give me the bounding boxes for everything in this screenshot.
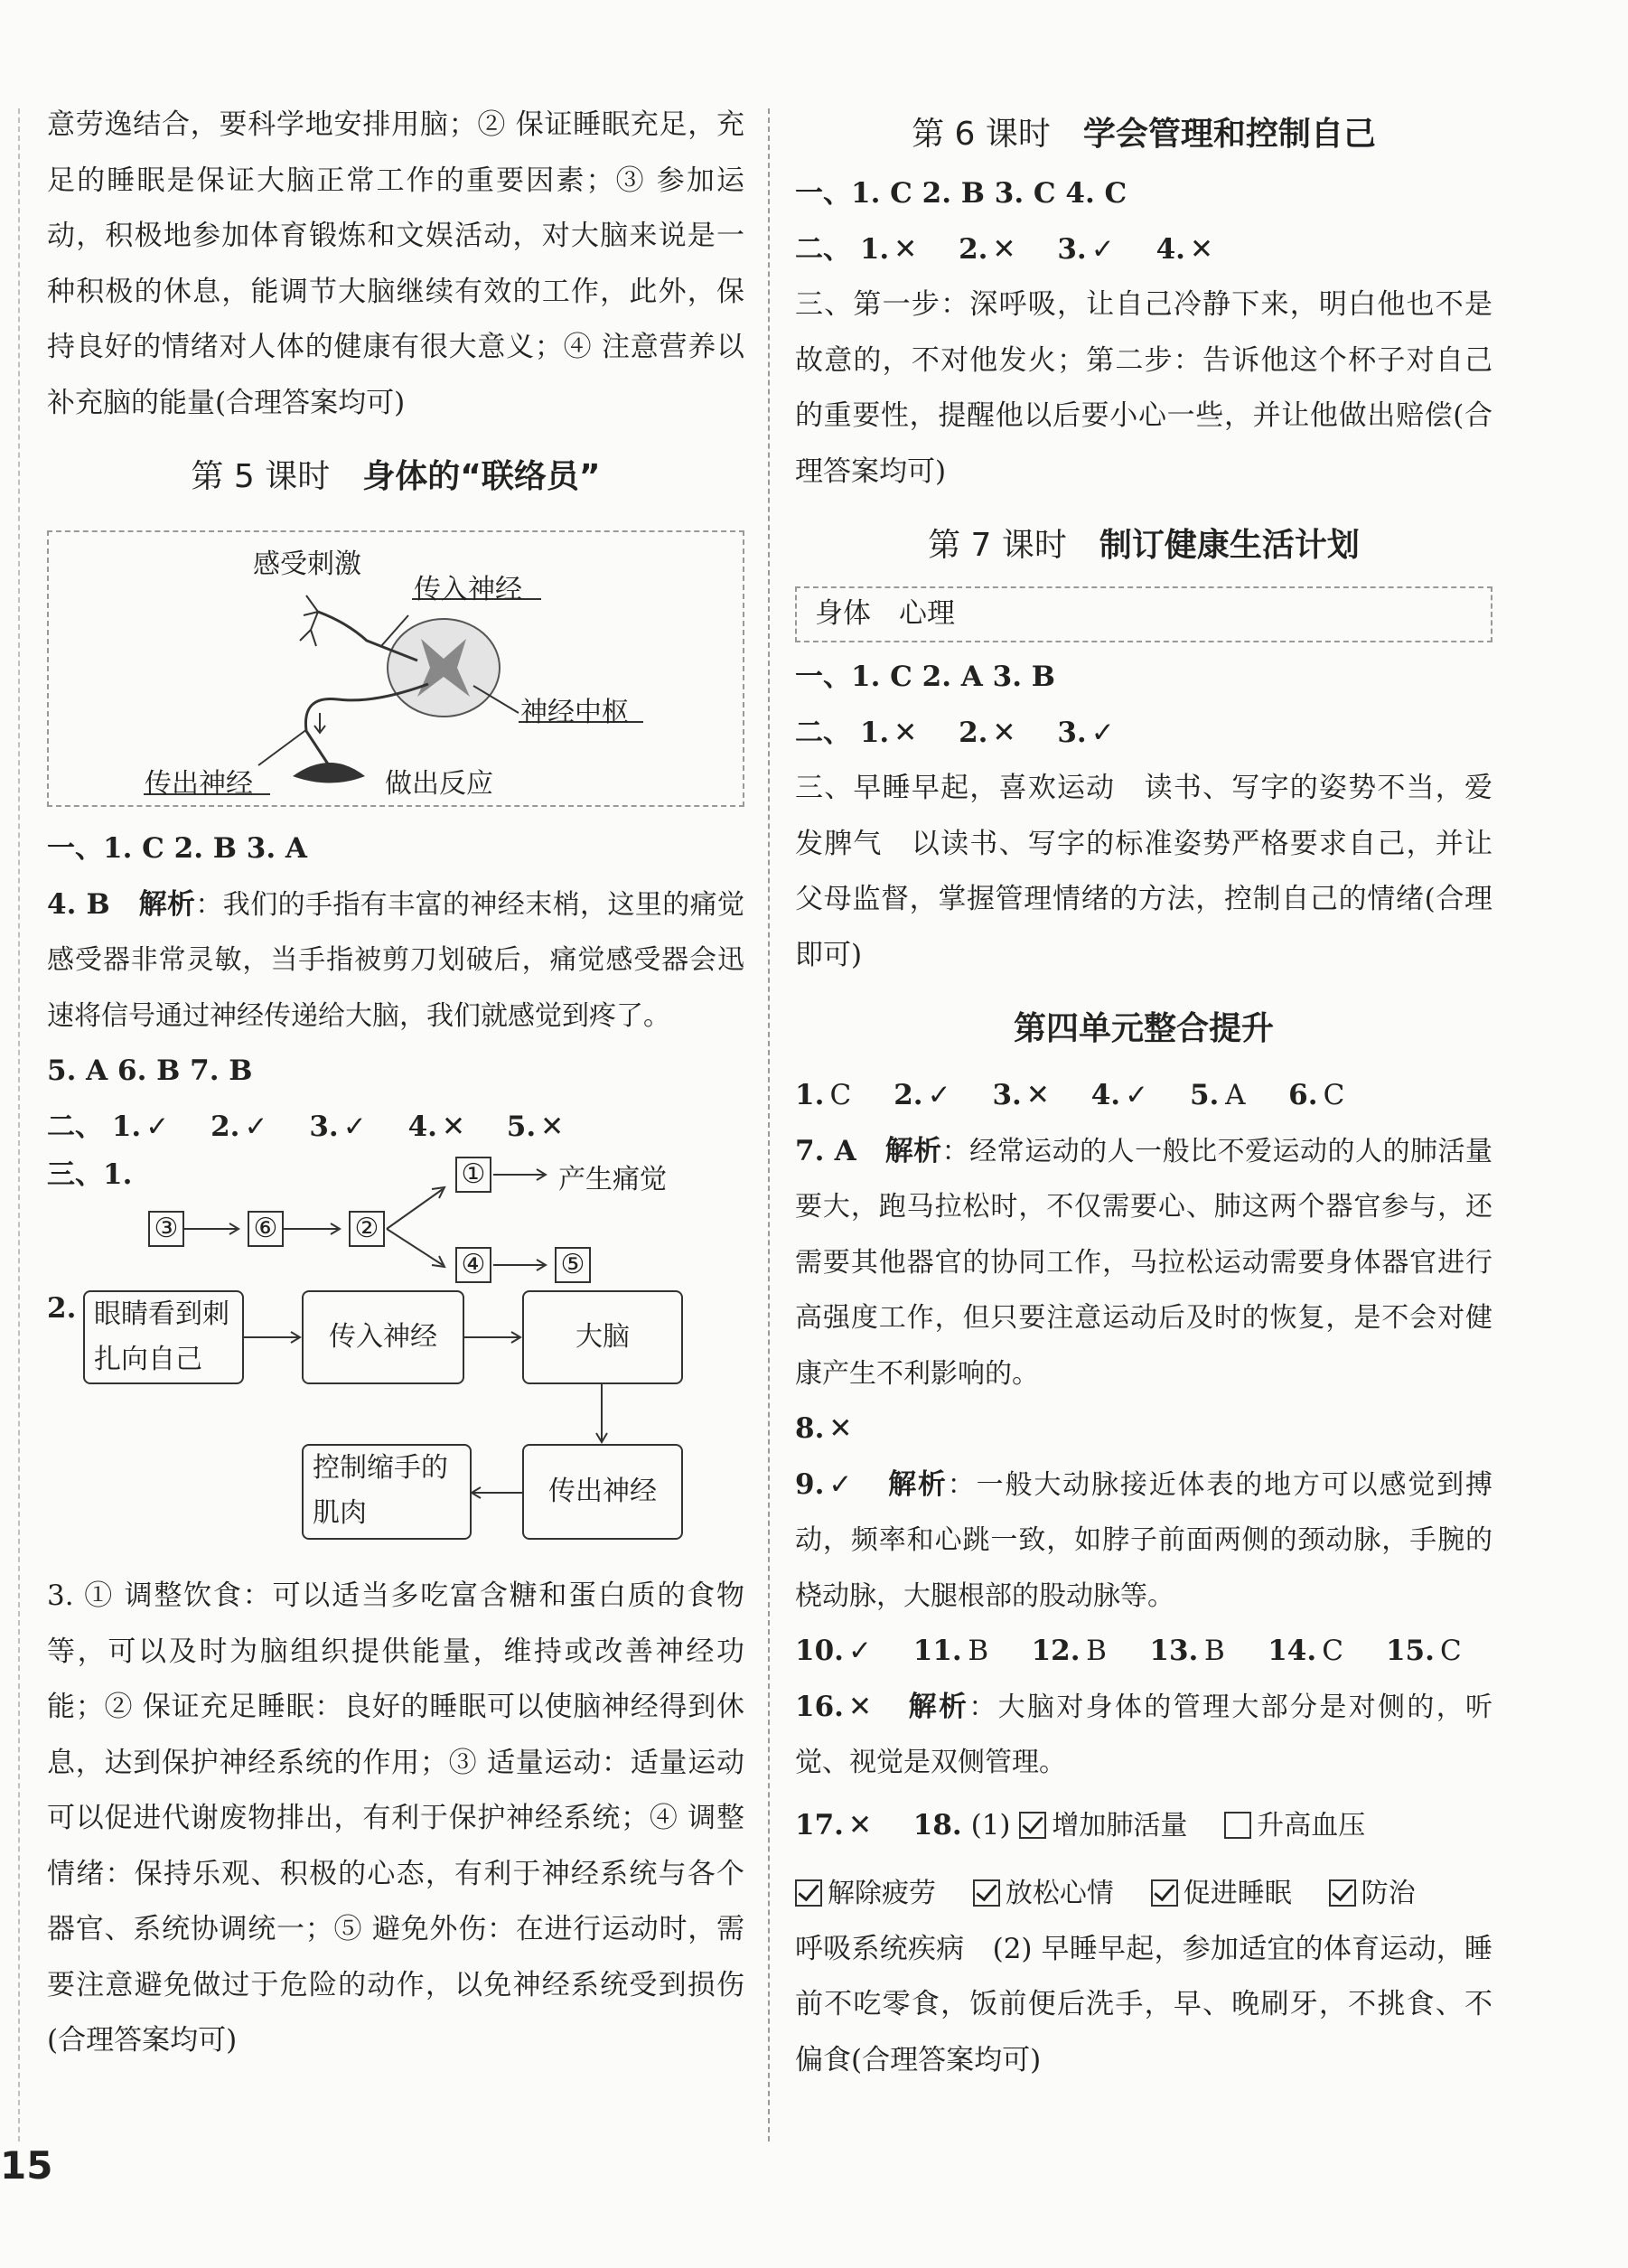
unit-q7 xyxy=(795,1124,1492,1402)
lesson5-s1-line2: 5. A 6. B 7. B xyxy=(47,1054,253,1087)
lesson7-heading xyxy=(795,518,1492,574)
lesson7-s1: 一、1. C 2. A 3. B xyxy=(795,661,1055,693)
l7-s2-item-2-mark: ✕ xyxy=(992,716,1016,749)
right-column xyxy=(795,107,1492,2088)
lesson7-number: 第 7 课时 xyxy=(928,527,1067,564)
q16-label: 解析 xyxy=(908,1690,969,1723)
u1-mark: C xyxy=(829,1079,852,1111)
q7-label: 解析 xyxy=(884,1134,942,1167)
lesson5-title: 身体的“联络员” xyxy=(362,458,601,495)
q16-text: ：大脑对身体的管理大部分是对侧的，听觉、视觉是双侧管理。 xyxy=(795,1691,1493,1778)
intro-paragraph: 意劳逸结合，要科学地安排用脑；② 保证睡眠充足，充足的睡眠是保证大脑正常工作的重要因素；③ 参加运动，积极地参加体育锻炼和文娱活动，对大脑来说是一种积极的休息，能调节大脑继续有效的工作，此外，保持良好的情绪对人体的健康有很大意义；④ 注意营养以补充脑的能量(合理答案均可) xyxy=(47,108,744,419)
flow1-box-f: ⑤ xyxy=(555,1247,591,1283)
l7-s2-item-2-num: 2. xyxy=(959,716,988,749)
lesson6-s1: 一、1. C 2. B 3. C 4. C xyxy=(795,177,1127,210)
checkbox-sleep-label: 促进睡眠 xyxy=(1183,1878,1292,1909)
flow2-muscle-box xyxy=(302,1444,472,1540)
q18-num: 18. xyxy=(912,1808,962,1842)
l6-s2-item-2-mark: ✕ xyxy=(992,232,1016,266)
flow2-eye-box xyxy=(83,1290,244,1384)
l7-s2-item-1-num: 1. xyxy=(859,716,890,749)
unit4-heading: 第四单元整合提升 xyxy=(1013,1010,1274,1047)
l7-s2-item-3-mark: ✓ xyxy=(1090,716,1115,749)
leader-efferent xyxy=(258,729,307,765)
u11-num: 11. xyxy=(912,1635,962,1667)
checkbox-fatigue xyxy=(795,1879,822,1907)
q9-text: ：一般大动脉接近体表的地方可以感觉到搏动，频率和心跳一致，如脖子前面两侧的颈动脉，手腕的桡动脉，大腿根部的股动脉等。 xyxy=(795,1468,1493,1612)
q9-mark: ✓ xyxy=(828,1467,853,1501)
u6-num: 6. xyxy=(1288,1079,1318,1111)
lesson7-answer-box xyxy=(795,586,1492,642)
q8-mark: ✕ xyxy=(828,1412,853,1445)
lesson7-title: 制订健康生活计划 xyxy=(1099,527,1360,564)
unit-q18-checkbox-row xyxy=(795,1866,1492,1922)
q7-answer: 7. A xyxy=(795,1134,856,1167)
u4-mark: ✓ xyxy=(1125,1079,1149,1111)
s2-item-2-num: 2. xyxy=(211,1110,240,1143)
l6-s2-item-1-num: 1. xyxy=(859,232,890,266)
checkbox-sleep xyxy=(1151,1879,1178,1907)
q4-answer: 4. B xyxy=(47,887,110,921)
l6-s2-item-4-num: 4. xyxy=(1156,232,1185,266)
flow1-box-e: ④ xyxy=(455,1247,491,1283)
u4-num: 4. xyxy=(1090,1079,1121,1111)
s2-item-1-mark: ✓ xyxy=(145,1110,170,1143)
u15-num: 15. xyxy=(1385,1635,1435,1667)
unit-q16 xyxy=(795,1680,1492,1791)
flow2-eye-line1: 眼睛看到刺 xyxy=(94,1298,229,1330)
l6-s2-prefix: 二、 xyxy=(795,232,851,266)
checkbox-blood-pressure-label: 升高血压 xyxy=(1257,1809,1366,1842)
lesson5-s2-line xyxy=(47,1100,744,1156)
flow1-box-d: ① xyxy=(455,1157,491,1193)
flow2-afferent-box: 传入神经 xyxy=(302,1290,464,1384)
s2-item-3-mark: ✓ xyxy=(342,1110,367,1143)
receptor-branches xyxy=(300,595,318,646)
flow2-muscle-line2: 肌肉 xyxy=(313,1497,367,1529)
flow2-brain-box: 大脑 xyxy=(522,1290,683,1384)
l6-s2-item-4-mark: ✕ xyxy=(1189,232,1213,266)
unit-q18-part2 xyxy=(795,1922,1492,2089)
lesson6-title: 学会管理和控制自己 xyxy=(1082,116,1376,153)
q18-sub2: (2) 早睡早起，参加适宜的体育运动，睡前不吃零食，饭前便后洗手，早、晚刷牙，不挑食、不偏食(合理答案均可) xyxy=(795,1932,1493,2076)
unit-q8 xyxy=(795,1401,1492,1457)
u12-mark: B xyxy=(1086,1635,1107,1667)
u3-mark: ✕ xyxy=(1025,1079,1050,1111)
lesson7-s3: 三、早睡早起，喜欢运动 读书、写字的姿势不当，爱发脾气 以读书、写字的标准姿势严格要求自己，并让父母监督，掌握管理情绪的方法，控制自己的情绪(合理即可) xyxy=(795,772,1492,971)
lesson7-s2 xyxy=(795,706,1492,762)
s2-item-5-mark: ✕ xyxy=(540,1110,565,1143)
lesson6-s2 xyxy=(795,222,1492,278)
q18-sub1: (1) xyxy=(970,1808,1011,1842)
flow1-box-b: ⑥ xyxy=(248,1211,284,1247)
u13-mark: B xyxy=(1203,1635,1225,1667)
u2-num: 2. xyxy=(894,1079,923,1111)
l6-s2-item-3-num: 3. xyxy=(1057,232,1087,266)
q16-num: 16. xyxy=(795,1690,844,1723)
label-afferent: 传入神经 xyxy=(414,574,522,605)
checkbox-fatigue-label: 解除疲劳 xyxy=(828,1878,936,1909)
lesson6-s3: 三、第一步：深呼吸，让自己冷静下来，明白他也不是故意的，不对他发火；第二步：告诉他这个杯子对自己的重要性，提醒他以后要小心一些，并让他做出赔偿(合理答案均可) xyxy=(795,288,1492,488)
lesson5-number: 第 5 课时 xyxy=(191,458,331,495)
flow2-muscle-line1: 控制缩手的 xyxy=(313,1452,448,1484)
q17-num: 17. xyxy=(795,1808,844,1842)
lesson5-heading xyxy=(47,449,744,505)
q4-label: 解析 xyxy=(138,887,196,921)
l7-s2-item-3-num: 3. xyxy=(1057,716,1087,749)
l6-s2-item-3-mark: ✓ xyxy=(1090,232,1115,266)
u10-mark: ✓ xyxy=(847,1635,872,1667)
lesson6-number: 第 6 课时 xyxy=(912,116,1051,153)
direction-arrow xyxy=(314,713,325,733)
s2-item-2-mark: ✓ xyxy=(244,1110,268,1143)
checkbox-prevent-label: 防治 xyxy=(1361,1878,1416,1909)
q7-text: ：经常运动的人一般比不爱运动的人的肺活量要大，跑马拉松时，不仅需要心、肺这两个器官参与，还需要其他器官的协同工作，马拉松运动需要身体器官进行高强度工作，但只要注意运动后及时的恢复，是不会对健康产生不利影响的。 xyxy=(795,1135,1492,1390)
s2-item-1-num: 1. xyxy=(111,1110,142,1143)
flow1-box-c: ② xyxy=(349,1211,385,1247)
q16-mark: ✕ xyxy=(847,1690,872,1723)
page-edge-line xyxy=(18,108,20,2141)
l7-box-body: 身体 xyxy=(815,597,871,630)
q2-number: 2. xyxy=(47,1292,77,1325)
l6-s2-item-1-mark: ✕ xyxy=(894,232,918,266)
checkbox-lung-capacity-label: 增加肺活量 xyxy=(1052,1809,1188,1842)
checkbox-lung-capacity xyxy=(1019,1812,1046,1839)
u12-num: 12. xyxy=(1031,1635,1081,1667)
lesson5-s3-flow1 xyxy=(47,1155,744,1280)
u1-num: 1. xyxy=(795,1079,825,1111)
column-divider xyxy=(768,108,770,2141)
page-number: 15 xyxy=(0,2143,53,2188)
lesson6-heading xyxy=(795,107,1492,163)
l7-s2-item-1-mark: ✕ xyxy=(894,716,918,749)
checkbox-prevent xyxy=(1329,1879,1356,1907)
q9-label: 解析 xyxy=(888,1467,948,1501)
l7-box-mind: 心理 xyxy=(899,597,955,630)
flow2-efferent-box: 传出神经 xyxy=(522,1444,683,1540)
u3-num: 3. xyxy=(992,1079,1022,1111)
s2-item-4-num: 4. xyxy=(407,1110,437,1143)
s2-item-5-num: 5. xyxy=(506,1110,537,1143)
muscle-shape xyxy=(293,763,365,783)
reflex-arc-diagram xyxy=(47,530,744,807)
lesson5-q2-flow xyxy=(47,1285,744,1561)
s2-item-3-num: 3. xyxy=(309,1110,339,1143)
q4-text: ：我们的手指有丰富的神经末梢，这里的痛觉感受器非常灵敏，当手指被剪刀划破后，痛觉感受器会迅速将信号通过神经传递给大脑，我们就感觉到疼了。 xyxy=(47,888,745,1032)
s2-item-4-mark: ✕ xyxy=(441,1110,465,1143)
lesson5-q3: 3. ① 调整饮食：可以适当多吃富含糖和蛋白质的食物等，可以及时为脑组织提供能量，维持或改善神经功能；② 保证充足睡眠：良好的睡眠可以使脑神经得到休息，达到保护神经系统的作用；③ 适量运动：适量运动可以促进代谢废物排出，有利于保护神经系统；④ 调整情绪：保持乐观、积极的心态，有利于神经系统与各个器官、系统协调统一；⑤ 避免外伤：在进行运动时，需要注意避免做过于危险的动作，以免神经系统受到损伤(合理答案均可) xyxy=(47,1579,744,2057)
label-stimulus: 感受刺激 xyxy=(253,548,361,580)
u2-mark: ✓ xyxy=(927,1079,951,1111)
q17-mark: ✕ xyxy=(847,1808,872,1842)
u15-mark: C xyxy=(1440,1635,1462,1667)
u13-num: 13. xyxy=(1149,1635,1199,1667)
checkbox-relax xyxy=(973,1879,1000,1907)
u14-num: 14. xyxy=(1268,1635,1317,1667)
checkbox-blood-pressure xyxy=(1224,1812,1251,1839)
lesson5-q4 xyxy=(47,877,744,1045)
s2-prefix: 二、 xyxy=(47,1110,103,1143)
flow1-arrows xyxy=(47,1155,589,1274)
q18-continuation: 呼吸系统疾病 xyxy=(795,1932,965,1965)
u6-mark: C xyxy=(1323,1079,1345,1111)
label-efferent: 传出神经 xyxy=(145,768,253,800)
label-response: 做出反应 xyxy=(385,768,493,800)
u5-mark: A xyxy=(1225,1079,1246,1111)
unit-line2 xyxy=(795,1624,1492,1680)
checkbox-relax-label: 放松心情 xyxy=(1005,1878,1114,1909)
u5-num: 5. xyxy=(1189,1079,1220,1111)
s3-prefix: 三、1. xyxy=(47,1158,133,1191)
u10-num: 10. xyxy=(795,1635,844,1667)
flow1-box-a: ③ xyxy=(148,1211,184,1247)
l6-s2-item-2-num: 2. xyxy=(959,232,988,266)
label-center: 神经中枢 xyxy=(520,697,629,728)
u14-mark: C xyxy=(1322,1635,1343,1667)
unit-q17-q18-line xyxy=(795,1798,1492,1854)
l7-s2-prefix: 二、 xyxy=(795,716,851,749)
flow1-pain-label: 产生痛觉 xyxy=(558,1164,667,1195)
unit-line1 xyxy=(795,1068,1492,1124)
u11-mark: B xyxy=(968,1635,989,1667)
left-column xyxy=(47,98,744,2069)
unit-q9 xyxy=(795,1457,1492,1625)
q9-num: 9. xyxy=(795,1467,825,1501)
lesson5-s1-line1: 一、1. C 2. B 3. A xyxy=(47,832,307,865)
q8-num: 8. xyxy=(795,1412,825,1445)
flow2-eye-line2: 扎向自己 xyxy=(94,1344,202,1375)
